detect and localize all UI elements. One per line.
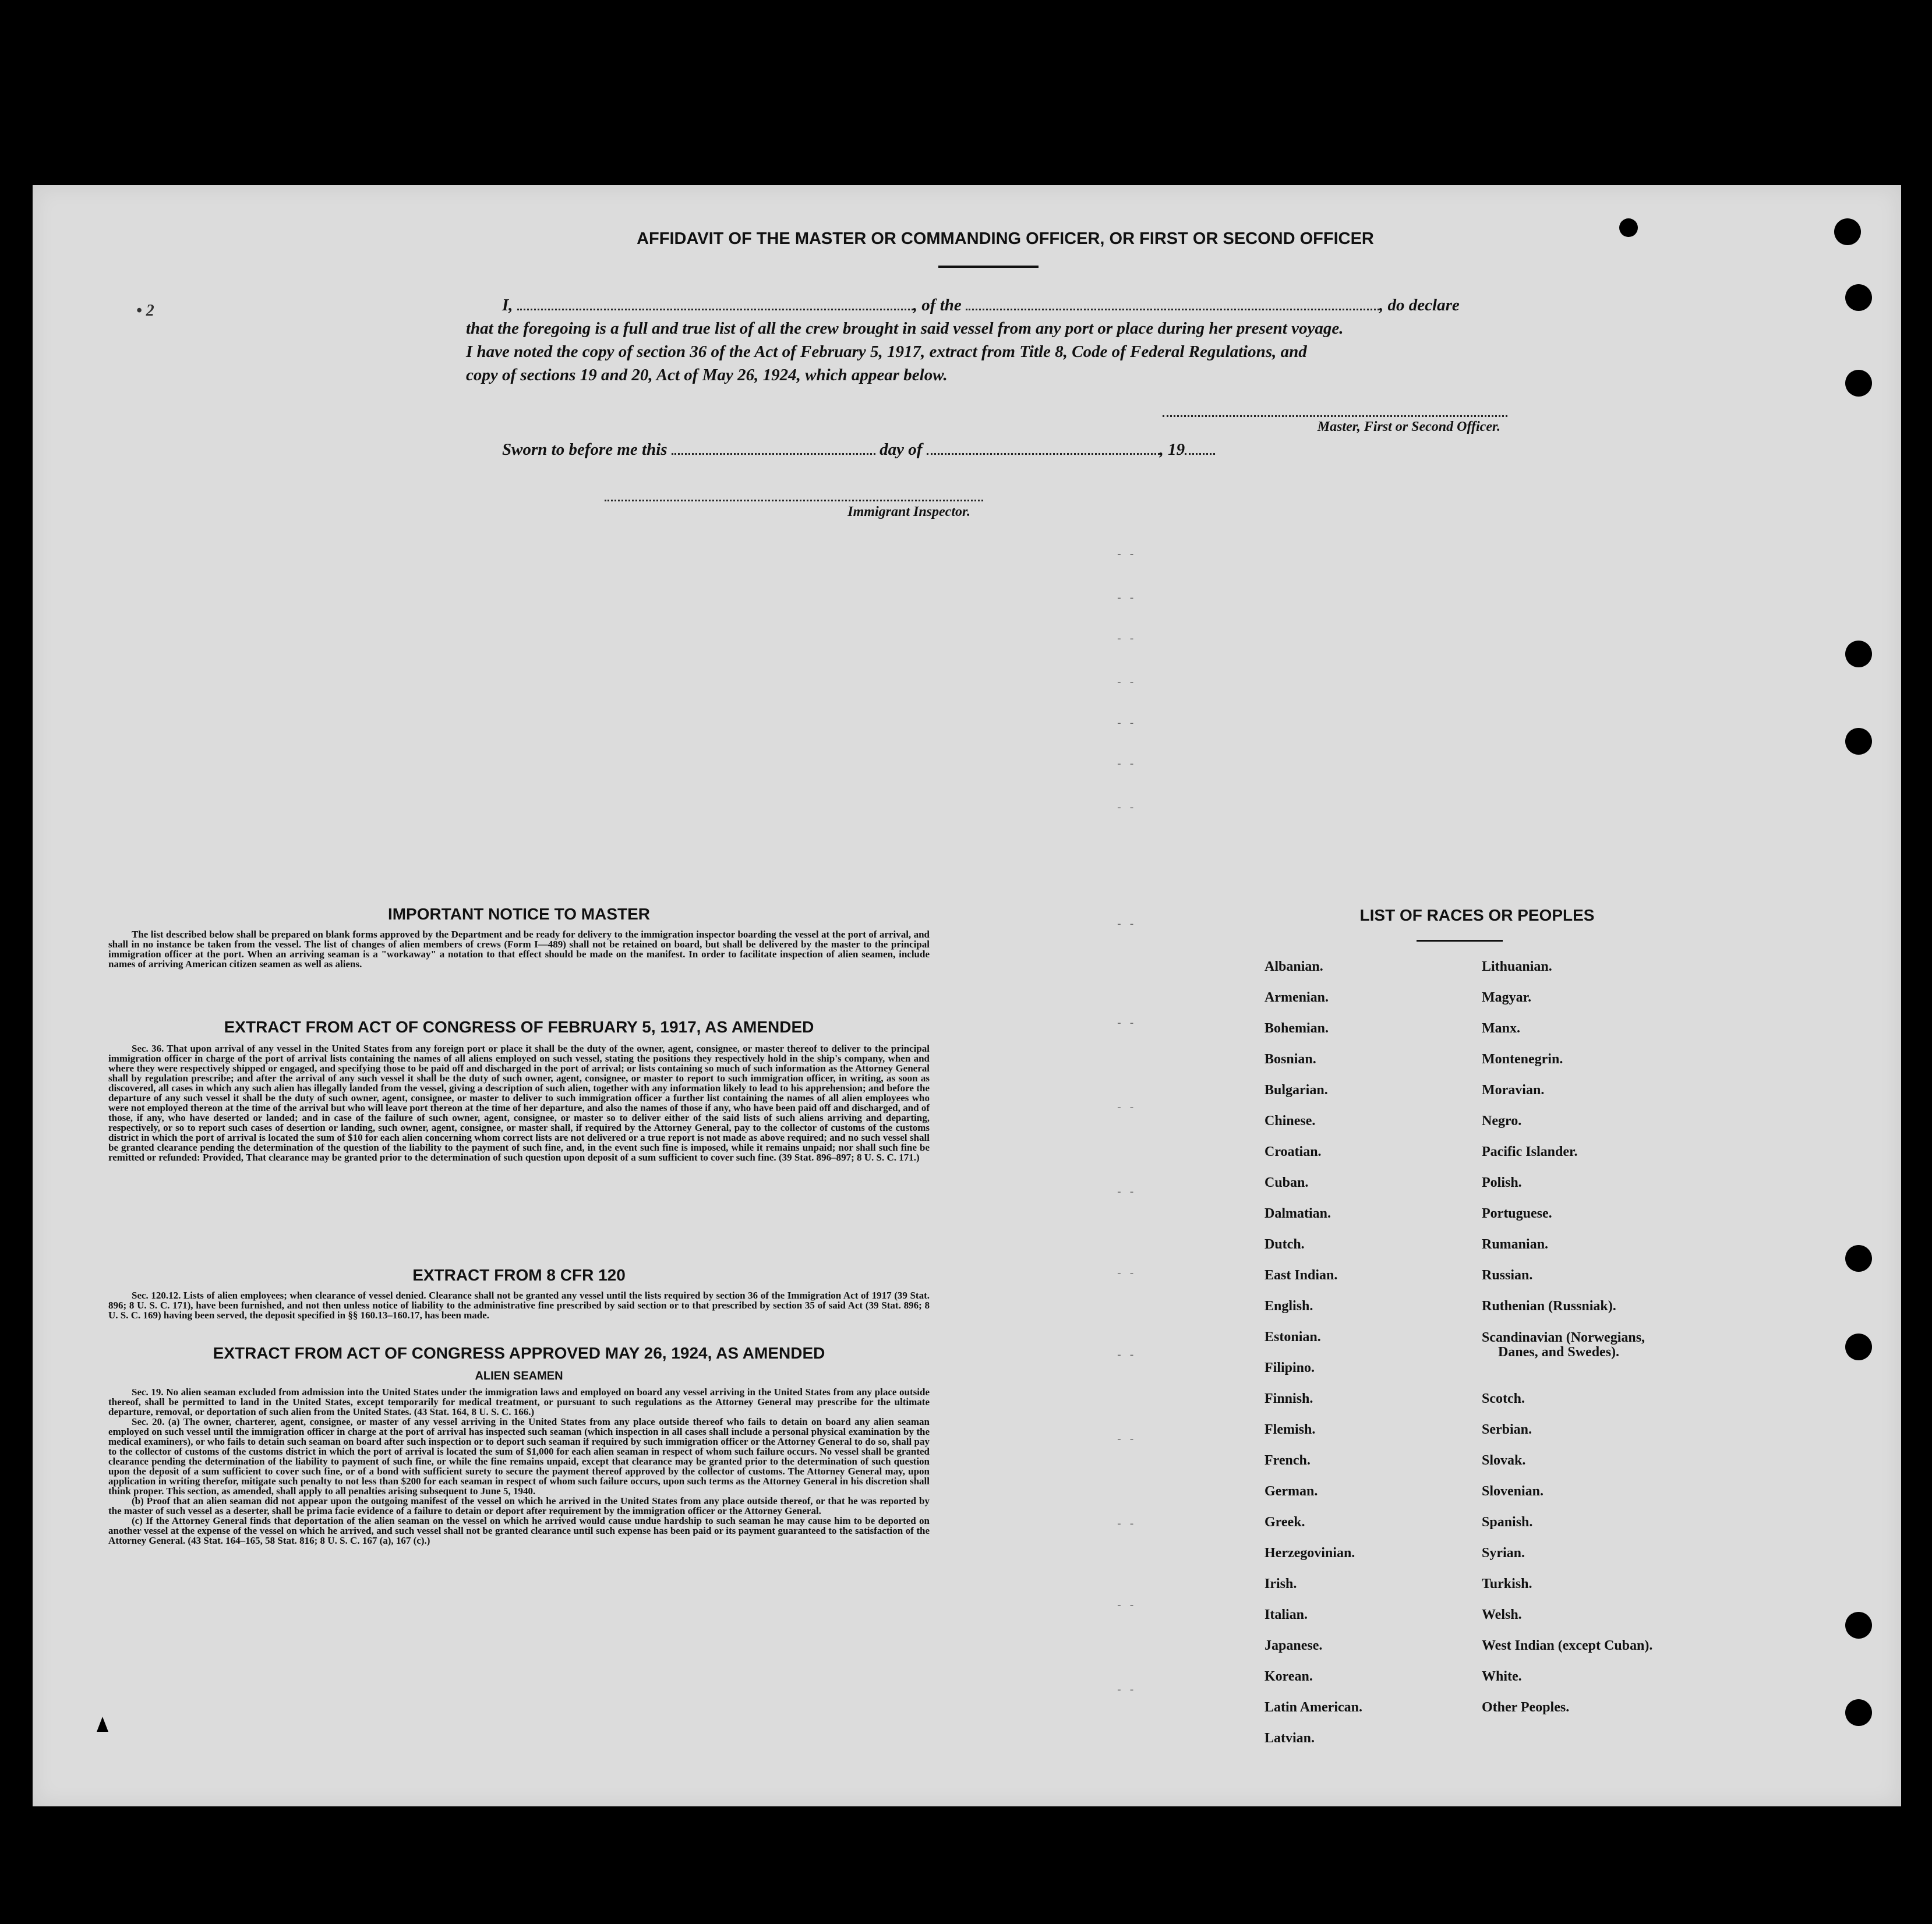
race-item: Latin American. (1265, 1700, 1362, 1715)
race-item: German. (1265, 1484, 1318, 1499)
section-120-12-paragraph: Sec. 120.12. Lists of alien employees; when clearance of vessel denied. Clearance shall not be granted any vessel until the lists required by section 36 of the Immigration Act of 1917 (39 Stat. 896; 8 U. S. C. 171), have been furnished, and not then unless notice of liability to the administrative fine prescribed by said section or to that prescribed by section 35 of said Act (39 Stat. 896; 8 U. S. C. 169) having been served, the deposit specified in §§ 160.13–160.17, has been made. (108, 1290, 930, 1321)
bleed-mark: - - (1116, 1519, 1135, 1530)
races-column-1 (1265, 952, 1362, 1754)
bleed-mark: - - (1116, 1685, 1135, 1696)
race-item: Scandinavian (Norwegians, (1482, 1330, 1645, 1345)
notice-text (108, 929, 930, 969)
race-item: Negro. (1482, 1113, 1522, 1129)
race-item: Finnish. (1265, 1391, 1313, 1406)
races-column-2 (1482, 952, 1652, 1723)
races-title: LIST OF RACES OR PEOPLES (1359, 906, 1595, 924)
race-item: Welsh. (1482, 1607, 1522, 1622)
bleed-mark: - - (1116, 634, 1135, 645)
year-label: , 19 (1159, 440, 1185, 459)
race-item: Bohemian. (1265, 1021, 1329, 1036)
race-item: Other Peoples. (1482, 1700, 1570, 1715)
inspector-signature-label: Immigrant Inspector. (847, 504, 970, 519)
punch-hole-icon (1845, 728, 1872, 755)
extract-cfr-title: EXTRACT FROM 8 CFR 120 (412, 1266, 626, 1284)
bleed-mark: - - (1116, 759, 1135, 770)
bleed-mark: - - (1116, 1350, 1135, 1361)
race-item: Filipino. (1265, 1360, 1315, 1375)
name-blank[interactable] (517, 308, 913, 310)
bleed-mark: - - (1116, 718, 1135, 730)
race-item: French. (1265, 1453, 1311, 1468)
punch-hole-icon (1845, 370, 1872, 397)
race-item: Magyar. (1482, 990, 1532, 1005)
race-item: Slovenian. (1482, 1484, 1544, 1499)
race-item: Cuban. (1265, 1175, 1309, 1190)
inspector-signature-line[interactable] (605, 500, 983, 501)
extract-1924-text (108, 1387, 930, 1545)
section-20b-paragraph: (b) Proof that an alien seaman did not appear upon the outgoing manifest of the vessel on which he arrived in the United States from any place outside thereof, or that he was reported by the master of such vessel as a deserter, shall be prima facie evidence of a failure to detain or deport after requirement by the immigration officer or the Attorney General. (108, 1495, 930, 1516)
race-item: English. (1265, 1299, 1313, 1314)
section-20a-paragraph: Sec. 20. (a) The owner, charterer, agent, consignee, or master of any vessel arriving in the United States from any place outside thereof who fails to detain on board any alien seaman employed on such vessel until the immigration officer in charge at the port of arrival has inspected such seaman (which inspection in all cases shall include a personal physical examination by the medical examiners), or who fails to detain such seaman on board after such inspection or to deport such seaman if required by such immigration officer or the Attorney General to do so, shall pay to the collector of customs of the customs district in which the port of arrival is located the sum of $1,000 for each alien seaman in respect of whom such failure occurs. No vessel shall be granted clearance pending the determination of the liability to payment of such fine, or while the fine remains unpaid, except that clearance may be granted prior to the determination of such question upon the deposit of a sum sufficient to cover such fine, or of a bond with sufficient surety to secure the payment thereof approved by the collector of customs. The Attorney General may, upon application in writing therefor, mitigate such penalty to not less than $200 for each seaman in respect of whom such failure occurs, upon such terms as the Attorney General in his discretion shall think proper. This section, as amended, shall apply to all penalties arising subsequent to June 5, 1940. (108, 1416, 930, 1497)
bleed-mark: - - (1116, 1018, 1135, 1030)
race-item: Syrian. (1482, 1545, 1525, 1561)
race-item: Scotch. (1482, 1391, 1525, 1406)
i-label: I, (502, 296, 513, 314)
race-item: Dalmatian. (1265, 1206, 1331, 1221)
punch-hole-icon (1845, 641, 1872, 667)
race-item: Ruthenian (Russniak). (1482, 1299, 1616, 1314)
race-item: Pacific Islander. (1482, 1144, 1578, 1159)
extract-1917-title: EXTRACT FROM ACT OF CONGRESS OF FEBRUARY 5, 1917, AS AMENDED (224, 1018, 814, 1036)
sworn-label: Sworn to before me this (502, 440, 667, 459)
declaration-line-3: I have noted the copy of section 36 of the Act of February 5, 1917, extract from Title 8, Code of Federal Regulations, and (466, 342, 1307, 361)
margin-mark: • 2 (136, 302, 154, 320)
race-item: White. (1482, 1669, 1522, 1684)
extract-1924-title: EXTRACT FROM ACT OF CONGRESS APPROVED MAY 26, 1924, AS AMENDED (213, 1344, 825, 1362)
punch-hole-icon (1845, 1699, 1872, 1726)
sworn-month-blank[interactable] (927, 452, 1160, 455)
sworn-line (502, 440, 1318, 459)
race-item: East Indian. (1265, 1268, 1338, 1283)
race-item: Spanish. (1482, 1515, 1533, 1530)
bleed-mark: - - (1116, 1268, 1135, 1280)
race-item: Japanese. (1265, 1638, 1323, 1653)
race-item: Greek. (1265, 1515, 1305, 1530)
race-item-continued: Danes, and Swedes). (1498, 1345, 1620, 1360)
title-rule (938, 266, 1039, 268)
bleed-mark: - - (1116, 549, 1135, 561)
race-item: Montenegrin. (1482, 1052, 1563, 1067)
race-item: Estonian. (1265, 1329, 1321, 1345)
extract-cfr-text (108, 1290, 930, 1320)
day-of-label: day of (880, 440, 923, 459)
race-item: Rumanian. (1482, 1237, 1549, 1252)
race-item: Polish. (1482, 1175, 1522, 1190)
punch-hole-icon (1619, 218, 1638, 237)
race-item-multiline (1482, 1322, 1652, 1384)
race-item: Manx. (1482, 1021, 1520, 1036)
master-signature-label: Master, First or Second Officer. (1317, 419, 1500, 434)
race-item: Irish. (1265, 1576, 1297, 1591)
race-item: Herzegovinian. (1265, 1545, 1355, 1561)
punch-hole-icon (1845, 284, 1872, 311)
notice-paragraph: The list described below shall be prepared on blank forms approved by the Department and be ready for delivery to the immigration inspector boarding the vessel at the port of arrival, and shall in no instance be taken from the vessel. The list of changes of alien members of crews (Form I—489) shall not be retained on board, but shall be delivered by the master to the principal immigration officer at the port. When an arriving seaman is a "workaway" a notation to that effect should be made on the manifest. In order to facilitate inspection of alien seamen, include names of arriving American citizen seamen as well as aliens. (108, 929, 930, 970)
races-title-rule (1417, 940, 1503, 942)
bleed-mark: - - (1116, 677, 1135, 689)
punch-hole-icon (1845, 1334, 1872, 1360)
vessel-blank[interactable] (966, 308, 1379, 310)
race-item: Portuguese. (1482, 1206, 1552, 1221)
bleed-mark: - - (1116, 802, 1135, 814)
year-blank[interactable] (1185, 452, 1215, 455)
race-item: Russian. (1482, 1268, 1533, 1283)
declaration-line-1 (502, 296, 1580, 315)
bleed-mark: - - (1116, 593, 1135, 604)
do-declare-label: , do declare (1379, 296, 1460, 314)
bleed-mark: - - (1116, 1434, 1135, 1446)
master-signature-line[interactable] (1163, 415, 1507, 417)
race-item: Bosnian. (1265, 1052, 1316, 1067)
race-item: Lithuanian. (1482, 959, 1552, 974)
extract-1917-text (108, 1044, 930, 1162)
affidavit-title: AFFIDAVIT OF THE MASTER OR COMMANDING OFFICER, OR FIRST OR SECOND OFFICER (637, 229, 1374, 248)
punch-hole-icon (1845, 1245, 1872, 1272)
race-item: Dutch. (1265, 1237, 1305, 1252)
race-item: Croatian. (1265, 1144, 1322, 1159)
sworn-day-blank[interactable] (672, 452, 875, 455)
race-item: Korean. (1265, 1669, 1313, 1684)
bleed-mark: - - (1116, 1102, 1135, 1114)
race-item: Flemish. (1265, 1422, 1316, 1437)
alien-seamen-subtitle: ALIEN SEAMEN (475, 1370, 563, 1382)
bleed-mark: - - (1116, 1600, 1135, 1612)
race-item: Latvian. (1265, 1731, 1315, 1746)
punch-hole-icon (1834, 218, 1861, 245)
race-item: Chinese. (1265, 1113, 1316, 1129)
race-item: Albanian. (1265, 959, 1323, 974)
race-item: Serbian. (1482, 1422, 1532, 1437)
race-item: Bulgarian. (1265, 1083, 1328, 1098)
bleed-mark: - - (1116, 1187, 1135, 1198)
form-page (33, 185, 1901, 1806)
section-36-paragraph: Sec. 36. That upon arrival of any vessel in the United States from any foreign port or place it shall be the duty of the owner, agent, consignee, or master thereof to deliver to the principal immigration officer in charge of the port of arrival lists containing the names of all aliens employed on such vessel, stating the positions they respectively hold in the ship's company, when and where they were respectively shipped or engaged, and specifying those to be paid off and discharged in the port of arrival; or lists containing so much of such information as the Attorney General shall by regulation prescribe; and after the arrival of any such vessel it shall be the duty of such owner, agent, consignee, or master to report to such immigration officer, in writing, as soon as discovered, all cases in which any such alien has illegally landed from the vessel, giving a description of such alien, together with any information likely to lead to his apprehension; and before the departure of any such vessel it shall be the duty of such owner, agent, consignee, or master to deliver to such immigration officer a further list containing the names of all alien employees who were not employed thereon at the time of the arrival but who will leave port thereon at the time of her departure, and also the names of those if any, who have been paid off and discharged, and of those, if any, who have deserted or landed; and in case of the failure of such owner, agent, consignee, or master so to deliver either of the said lists of such aliens arriving and departing, respectively, or so to report such cases of desertion or landing, such owner, agent, consignee, or master shall, if required by the Attorney General, pay to the collector of customs of the customs district in which the port of arrival is located the sum of $10 for each alien concerning whom correct lists are not delivered or a true report is not made as above required; and no such vessel shall be granted clearance pending the determination of the question of the liability to the payment of such fine, and, in the event such fine is imposed, while it remains unpaid; nor shall such fine be remitted or refunded: Provided, That clearance may be granted prior to the determination of such question upon deposit of a sum sufficient to cover such fine. (39 Stat. 896–897; 8 U. S. C. 171.) (108, 1043, 930, 1163)
corner-mark-icon (97, 1717, 108, 1732)
race-item: Armenian. (1265, 990, 1329, 1005)
section-20c-paragraph: (c) If the Attorney General finds that deportation of the alien seaman on the vessel on which he arrived would cause undue hardship to such seaman he may cause him to be deported on another vessel at the expense of the vessel on which he arrived, and such vessel shall not be granted clearance until such expense has been paid or its payment guaranteed to the satisfaction of the Attorney General. (43 Stat. 164–165, 58 Stat. 816; 8 U. S. C. 167 (a), 167 (c).) (108, 1515, 930, 1546)
race-item: West Indian (except Cuban). (1482, 1638, 1653, 1653)
section-19-paragraph: Sec. 19. No alien seaman excluded from admission into the United States under the immigration laws and employed on board any vessel arriving in the United States from any place outside thereof, shall be permitted to land in the United States, except temporarily for medical treatment, or pursuant to such regulations as the Attorney General may prescribe for the ultimate departure, removal, or deportation of such alien from the United States. (43 Stat. 164, 8 U. S. C. 166.) (108, 1387, 930, 1417)
declaration-line-2: that the foregoing is a full and true list of all the crew brought in said vessel from any port or place during her present voyage. (466, 319, 1344, 338)
notice-title: IMPORTANT NOTICE TO MASTER (387, 905, 651, 923)
bleed-mark: - - (1116, 919, 1135, 931)
race-item: Slovak. (1482, 1453, 1526, 1468)
race-item: Turkish. (1482, 1576, 1532, 1591)
race-item: Moravian. (1482, 1083, 1545, 1098)
declaration-line-4: copy of sections 19 and 20, Act of May 26, 1924, which appear below. (466, 366, 948, 384)
race-item: Italian. (1265, 1607, 1308, 1622)
of-the-label: , of the (913, 296, 962, 314)
punch-hole-icon (1845, 1612, 1872, 1639)
